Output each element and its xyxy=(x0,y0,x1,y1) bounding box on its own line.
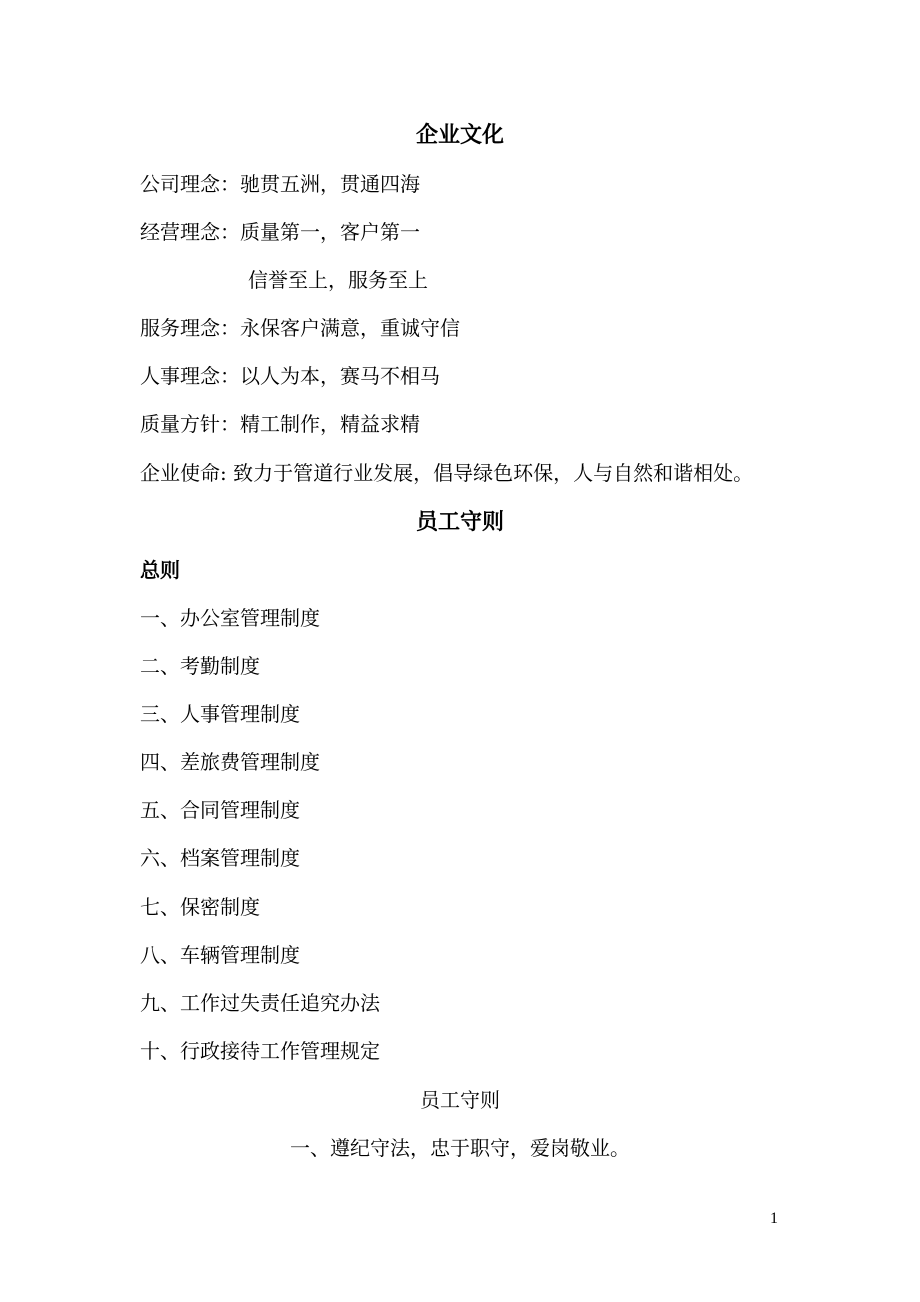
culture-line-business-cont: 信誉至上，服务至上 xyxy=(248,268,428,292)
culture-line-business: 经营理念：质量第一，客户第一 xyxy=(140,220,420,244)
rules-item: 七、保密制度 xyxy=(140,895,260,919)
rules-item: 二、考勤制度 xyxy=(140,654,260,678)
rules-item: 四、差旅费管理制度 xyxy=(140,750,320,774)
rules-item: 九、工作过失责任追究办法 xyxy=(140,991,380,1015)
rules-item: 六、档案管理制度 xyxy=(140,846,300,870)
rules-first-rule: 一、遵纪守法，忠于职守，爱岗敬业。 xyxy=(290,1136,630,1160)
culture-title: 企业文化 xyxy=(415,122,504,148)
rules-item: 五、合同管理制度 xyxy=(140,798,300,822)
rules-subtitle: 员工守则 xyxy=(420,1088,500,1112)
rules-item: 八、车辆管理制度 xyxy=(140,943,300,967)
culture-line-service: 服务理念：永保客户满意，重诚守信 xyxy=(140,316,460,340)
culture-line-mission: 企业使命: 致力于管道行业发展，倡导绿色环保，人与自然和谐相处。 xyxy=(140,461,754,485)
rules-general-heading: 总则 xyxy=(140,558,180,582)
page-number: 1 xyxy=(770,1210,778,1227)
culture-line-company: 公司理念：驰贯五洲，贯通四海 xyxy=(140,172,420,196)
rules-title: 员工守则 xyxy=(415,509,504,535)
rules-item: 三、人事管理制度 xyxy=(140,702,300,726)
culture-line-hr: 人事理念：以人为本，赛马不相马 xyxy=(140,364,440,388)
rules-item: 一、办公室管理制度 xyxy=(140,606,320,630)
culture-line-quality: 质量方针：精工制作，精益求精 xyxy=(140,412,420,436)
rules-item: 十、行政接待工作管理规定 xyxy=(140,1039,380,1063)
